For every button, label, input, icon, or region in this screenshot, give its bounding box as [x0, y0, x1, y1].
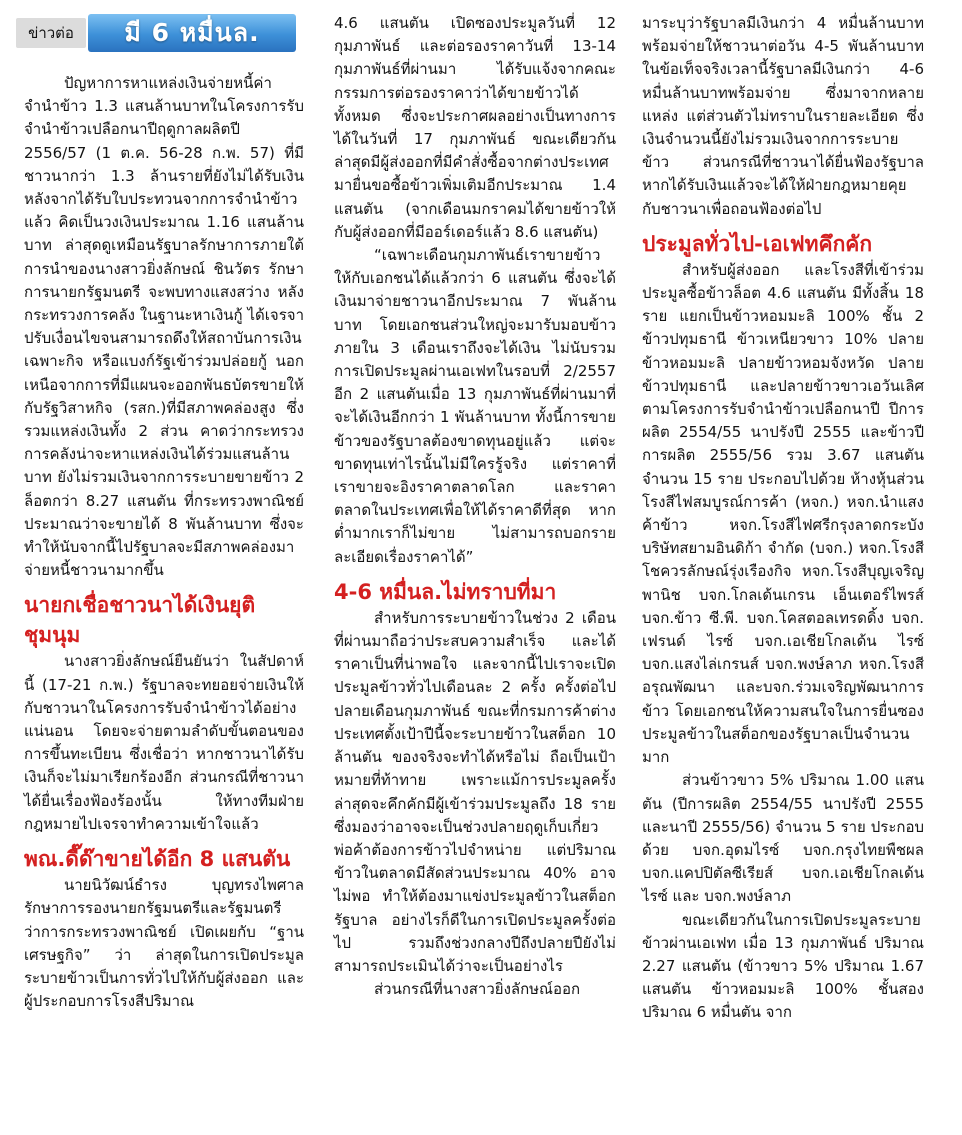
subheading-pm-farmers: นายกเชื่อชาวนาได้เงินยุติชุมนุม [24, 593, 256, 648]
section-tag: ข่าวต่อ [16, 18, 86, 48]
subheading-commerce-sales: พณ.ดี๊ด๊าขายได้อีก 8 แสนตัน [24, 847, 291, 872]
paragraph: ส่วนข้าวขาว 5% ปริมาณ 1.00 แสนตัน (ปีการผลิต 2554/55 นาปรังปี 2555 และนาปี 2555/56) จำนวน 5 ราย ประกอบด้วย บจก.อุดมไรซ์ บจก.กรุงไทยพืชผล บจก.แคปปิตัลซีเรียส์ บจก.เอเชียโกลเด้น ไรซ์ และ บจก.พงษ์ลาภ [642, 771, 924, 906]
intro-paragraph: ปัญหาการหาแหล่งเงินจ่ายหนี้ค่าจำนำข้าว 1.3 แสนล้านบาทในโครงการรับจำนำข้าวเปลือกนาปีฤดูกาลผลิตปี 2556/57 (1 ต.ค. 56-28 ก.พ. 57) ที่มีชาวนากว่า 1.3 ล้านรายที่ยังไม่ได้รับเงินหลังจากได้รับใบประทวนจากการจำนำข้าวแล้ว คิดเป็นวงเงินประมาณ 1.16 แสนล้านบาท ล่าสุดดูเหมือนรัฐบาลรักษาการภายใต้การนำของนางสาวยิ่งลักษณ์ ชินวัตร รักษาการนายกรัฐมนตรี จะพบทางแสงสว่าง หลังกระทรวงการคลัง ในฐานะหาเงินกู้ ได้เจรจาปรับเงื่อนไขจนสามารถดึงให้สถาบันการเงินเฉพาะกิจ หรือแบงก์รัฐเข้าร่วมปล่อยกู้ นอกเหนือจากการที่มีแผนจะออกพันธบัตรขายให้กับรัฐวิสาหกิจ (รสก.)ที่มีสภาพคล่องสูง ซึ่งรวมแหล่งเงินทั้ง 2 ส่วน คาดว่ากระทรวงการคลังน่าจะหาแหล่งเงินได้ร่วมแสนล้านบาท ยังไม่รวมเงินจากการระบายขายข้าว 2 ล็อตกว่า 8.27 แสนตัน ที่กระทรวงพาณิชย์ประมาณว่าจะขายได้ 8 พันล้านบาท ซึ่งจะทำให้นับจากนี้ไปรัฐบาลจะมีสภาพคล่องมาจ่ายหนี้ชาวนามากขึ้น [24, 74, 304, 580]
article-column-1 [24, 72, 304, 1013]
paragraph: ขณะเดียวกันในการเปิดประมูลระบายข้าวผ่านเอเฟท เมื่อ 13 กุมภาพันธ์ ปริมาณ 2.27 แสนตัน (ข้าวขาว 5% ปริมาณ 1.67 แสนตัน ข้าวหอมมะลิ 100% ชั้นสอง ปริมาณ 6 หมื่นตัน จาก [642, 910, 924, 1022]
subheading-auction: ประมูลทั่วไป-เอเฟทคึกคัก [642, 231, 873, 256]
paragraph: 4.6 แสนตัน เปิดซองประมูลวันที่ 12 กุมภาพันธ์ และต่อรองราคาวันที่ 13-14 กุมภาพันธ์ที่ผ่านมา ได้รับแจ้งจากคณะกรรมการต่อรองราคาว่าได้ขายข้าวได้ทั้งหมด ซึ่งจะประกาศผลอย่างเป็นทางการได้ในวันที่ 17 กุมภาพันธ์ ขณะเดียวกันล่าสุดมีผู้ส่งออกที่มีคำสั่งซื้อจากต่างประเทศ มายื่นขอซื้อข้าวเพิ่มเติมอีกประมาณ 1.4 แสนตัน (จากเดือนมกราคมได้ขายข้าวให้กับผู้ส่งออกที่มีออร์เดอร์แล้ว 8.6 แสนตัน) [334, 14, 616, 241]
paragraph: สำหรับการระบายข้าวในช่วง 2 เดือนที่ผ่านมาถือว่าประสบความสำเร็จ และได้ราคาเป็นที่น่าพอใจ และจากนี้ไปเราจะเปิดประมูลข้าวทั่วไปเดือนละ 2 ครั้ง ครั้งต่อไปปลายเดือนกุมภาพันธ์ ขณะที่กรมการค้าต่างประเทศตั้งเป้าปีนี้จะระบายข้าวในสต็อก 10 ล้านตัน ของจริงจะทำได้หรือไม่ ถือเป็นเป้าหมายที่ท้าทาย เพราะแม้การประมูลครั้งล่าสุดจะคึกคักมีผู้เข้าร่วมประมูลถึง 18 รายซึ่งมองว่าอาจจะเป็นช่วงปลายฤดูเก็บเกี่ยว พ่อค้าต้องการข้าวไปจำหน่าย แต่ปริมาณข้าวในตลาดมีสัดส่วนประมาณ 40% อาจไม่พอ ทำให้ต้องมาแข่งประมูลข้าวในสต็อกรัฐบาล อย่างไรก็ดีในการเปิดประมูลครั้งต่อไป รวมถึงช่วงกลางปีถึงปลายปียังไม่สามารถประเมินได้ว่าจะเป็นอย่างไร [334, 608, 616, 975]
paragraph: ส่วนกรณีที่นางสาวยิ่งลักษณ์ออก [374, 980, 581, 999]
section-header [16, 12, 298, 54]
headline-banner: มี 6 หมื่นล. [88, 14, 296, 52]
quote-paragraph: “เฉพาะเดือนกุมภาพันธ์เราขายข้าวให้กับเอกชนได้แล้วกว่า 6 แสนตัน ซึ่งจะได้เงินมาจ่ายชาวนาอีกประมาณ 7 พันล้านบาท โดยเอกชนส่วนใหญ่จะมารับมอบข้าวภายใน 3 เดือนเราถึงจะได้เงิน ไม่นับรวมการเปิดประมูลผ่านเอเฟทในรอบที่ 2/2557 อีก 2 แสนตันเมื่อ 13 กุมภาพันธ์ที่ผ่านมาที่จะได้เงินอีกกว่า 1 พันล้านบาท ทั้งนี้การขายข้าวของรัฐบาลต้องขาดทุนอยู่แล้ว แต่จะขาดทุนเท่าไรนั้นไม่มีใครรู้จริง แต่ราคาที่เราขายจะอิงราคาตลาดโลก และราคาตลาดในประเทศเพื่อให้ได้ราคาดีที่สุด หากต่ำมากเราก็ไม่ขาย ไม่สามารถบอกรายละเอียดเรื่องราคาได้” [334, 246, 616, 566]
paragraph: นายนิวัฒน์ธำรง บุญทรงไพศาล รักษาการรองนายกรัฐมนตรีและรัฐมนตรีว่าการกระทรวงพาณิชย์ เปิดเผยกับ “ฐานเศรษฐกิจ” ว่า ล่าสุดในการเปิดประมูลระบายข้าวเป็นการทั่วไปให้กับผู้ส่งออก และผู้ประกอบการโรงสีปริมาณ [24, 876, 304, 1011]
article-column-2 [334, 12, 616, 1001]
paragraph: นางสาวยิ่งลักษณ์ยืนยันว่า ในสัปดาห์นี้ (17-21 ก.พ.) รัฐบาลจะทยอยจ่ายเงินให้กับชาวนาในโครงการรับจำนำข้าวได้อย่างแน่นอน โดยจะจ่ายตามลำดับขั้นตอนของการขึ้นทะเบียน ซึ่งเชื่อว่า หากชาวนาได้รับเงินก็จะไม่มาเรียกร้องอีก ส่วนกรณีที่ชาวนาได้ยื่นเรื่องฟ้องร้องนั้น ให้ทางทีมฝ่ายกฎหมายไปเจรจาทำความเข้าใจแล้ว [24, 652, 304, 833]
paragraph: มาระบุว่ารัฐบาลมีเงินกว่า 4 หมื่นล้านบาท พร้อมจ่ายให้ชาวนาต่อวัน 4-5 พันล้านบาท ในข้อเท็จจริงเวลานี้รัฐบาลมีเงินกว่า 4-6 หมื่นล้านบาทพร้อมจ่าย ซึ่งมาจากหลายแหล่ง แต่ส่วนตัวไม่ทราบในรายละเอียด ซึ่งเงินจำนวนนี้ยังไม่รวมเงินจากการระบายข้าว ส่วนกรณีที่ชาวนาได้ยื่นฟ้องรัฐบาล หากได้รับเงินแล้วจะได้ให้ฝ่ายกฎหมายคุยกับชาวนาเพื่อถอนฟ้องต่อไป [642, 14, 924, 218]
subheading-funding-source: 4-6 หมื่นล.ไม่ทราบที่มา [334, 579, 557, 604]
article-column-3 [642, 12, 924, 1025]
paragraph: สำหรับผู้ส่งออก และโรงสีที่เข้าร่วมประมูลซื้อข้าวล็อต 4.6 แสนตัน มีทั้งสิ้น 18 ราย แยกเป็นข้าวหอมมะลิ 100% ชั้น 2 ข้าวปทุมธานี ข้าวเหนียวขาว 10% ปลายข้าวหอมมะลิ ปลายข้าวหอมจังหวัด ปลายข้าวปทุมธานี และปลายข้าวขาวเอวันเลิศ ตามโครงการรับจำนำข้าวเปลือกนาปี ปีการผลิต 2554/55 นาปรังปี 2555 และข้าวปีการผลิต 2555/56 รวม 3.67 แสนตัน จำนวน 15 ราย ประกอบไปด้วย ห้างหุ้นส่วนโรงสีไฟสมบูรณ์การค้า (หจก.) หจก.นำแสงค้าข้าว หจก.โรงสีไฟศรีกรุงลาดกระบังบริษัทสยามอินดิก้า จำกัด (บจก.) หจก.โรงสีโชควรลักษณ์รุ่งเรืองกิจ หจก.โรงสีบุญเจริญพานิช บจก.โกลเด้นเกรน เอ็นเตอร์ไพรส์ บจก.ข้าว ซี.พี. บจก.โคสตอลเทรดดิ้ง บจก. เฟรนด์ ไรซ์ บจก.เอเชียโกลเด้น ไรซ์ บจก.แสงไล่เกรนส์ บจก.พงษ์ลาภ หจก.โรงสีอรุณพัฒนา และบจก.ร่วมเจริญพัฒนาการข้าว โดยเอกชนให้ความสนใจในการยื่นซองประมูลข้าวในสต็อกของรัฐบาลเป็นจำนวนมาก [642, 260, 924, 767]
